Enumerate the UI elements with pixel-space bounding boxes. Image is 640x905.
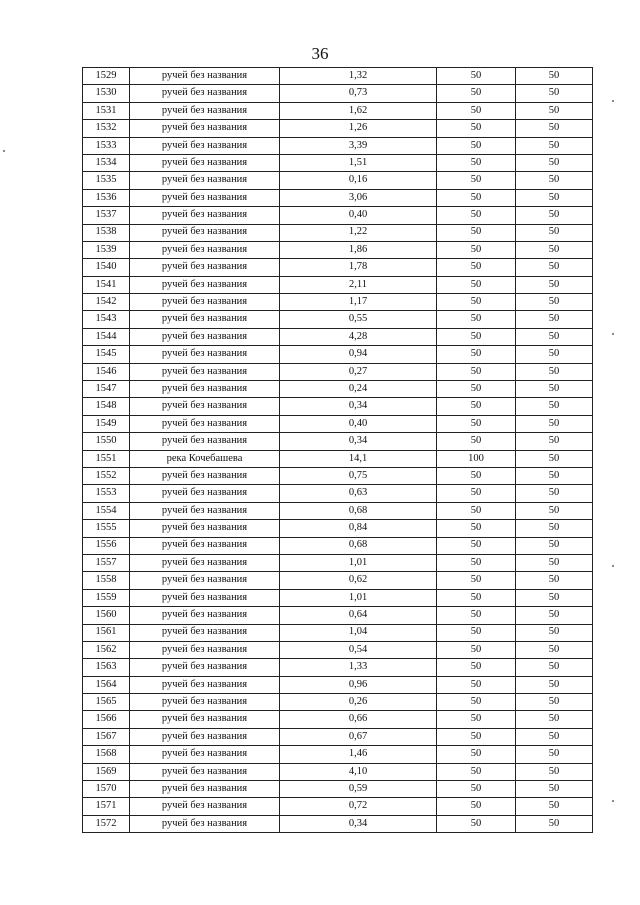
length-cell: 0,24 bbox=[280, 381, 437, 398]
coastal-strip-cell: 50 bbox=[516, 659, 593, 676]
scan-speck bbox=[612, 100, 614, 102]
length-cell: 0,62 bbox=[280, 572, 437, 589]
row-number-cell: 1562 bbox=[83, 641, 130, 658]
row-number-cell: 1571 bbox=[83, 798, 130, 815]
scan-speck bbox=[3, 150, 5, 152]
table-row bbox=[83, 450, 593, 467]
length-cell: 0,68 bbox=[280, 537, 437, 554]
protection-zone-cell: 50 bbox=[437, 520, 516, 537]
name-cell: ручей без названия bbox=[130, 572, 280, 589]
length-cell: 4,10 bbox=[280, 763, 437, 780]
table-row bbox=[83, 381, 593, 398]
row-number-cell: 1550 bbox=[83, 433, 130, 450]
table-row bbox=[83, 589, 593, 606]
table-row bbox=[83, 537, 593, 554]
length-cell: 0,26 bbox=[280, 694, 437, 711]
name-cell: ручей без названия bbox=[130, 815, 280, 832]
row-number-cell: 1564 bbox=[83, 676, 130, 693]
table-row bbox=[83, 572, 593, 589]
length-cell: 0,72 bbox=[280, 798, 437, 815]
length-cell: 0,55 bbox=[280, 311, 437, 328]
name-cell: ручей без названия bbox=[130, 276, 280, 293]
coastal-strip-cell: 50 bbox=[516, 728, 593, 745]
coastal-strip-cell: 50 bbox=[516, 120, 593, 137]
protection-zone-cell: 50 bbox=[437, 659, 516, 676]
protection-zone-cell: 50 bbox=[437, 381, 516, 398]
row-number-cell: 1561 bbox=[83, 624, 130, 641]
row-number-cell: 1542 bbox=[83, 294, 130, 311]
table-row bbox=[83, 154, 593, 171]
name-cell: река Кочебашева bbox=[130, 450, 280, 467]
name-cell: ручей без названия bbox=[130, 207, 280, 224]
name-cell: ручей без названия bbox=[130, 137, 280, 154]
row-number-cell: 1533 bbox=[83, 137, 130, 154]
coastal-strip-cell: 50 bbox=[516, 207, 593, 224]
name-cell: ручей без названия bbox=[130, 102, 280, 119]
protection-zone-cell: 50 bbox=[437, 537, 516, 554]
length-cell: 3,06 bbox=[280, 189, 437, 206]
protection-zone-cell: 50 bbox=[437, 624, 516, 641]
table-row bbox=[83, 728, 593, 745]
name-cell: ручей без названия bbox=[130, 415, 280, 432]
coastal-strip-cell: 50 bbox=[516, 676, 593, 693]
length-cell: 0,40 bbox=[280, 415, 437, 432]
length-cell: 0,64 bbox=[280, 607, 437, 624]
name-cell: ручей без названия bbox=[130, 624, 280, 641]
protection-zone-cell: 50 bbox=[437, 415, 516, 432]
protection-zone-cell: 50 bbox=[437, 311, 516, 328]
protection-zone-cell: 50 bbox=[437, 189, 516, 206]
rivers-table bbox=[82, 67, 593, 833]
protection-zone-cell: 50 bbox=[437, 120, 516, 137]
protection-zone-cell: 50 bbox=[437, 607, 516, 624]
name-cell: ручей без названия bbox=[130, 589, 280, 606]
length-cell: 1,32 bbox=[280, 68, 437, 85]
length-cell: 1,78 bbox=[280, 259, 437, 276]
table-row bbox=[83, 328, 593, 345]
protection-zone-cell: 50 bbox=[437, 137, 516, 154]
table-row bbox=[83, 207, 593, 224]
coastal-strip-cell: 50 bbox=[516, 68, 593, 85]
coastal-strip-cell: 50 bbox=[516, 154, 593, 171]
protection-zone-cell: 50 bbox=[437, 224, 516, 241]
row-number-cell: 1547 bbox=[83, 381, 130, 398]
name-cell: ручей без названия bbox=[130, 241, 280, 258]
length-cell: 0,27 bbox=[280, 363, 437, 380]
name-cell: ручей без названия bbox=[130, 398, 280, 415]
protection-zone-cell: 50 bbox=[437, 241, 516, 258]
coastal-strip-cell: 50 bbox=[516, 485, 593, 502]
length-cell: 1,33 bbox=[280, 659, 437, 676]
name-cell: ручей без названия bbox=[130, 694, 280, 711]
protection-zone-cell: 50 bbox=[437, 328, 516, 345]
name-cell: ручей без названия bbox=[130, 728, 280, 745]
length-cell: 0,68 bbox=[280, 502, 437, 519]
table-row bbox=[83, 346, 593, 363]
protection-zone-cell: 50 bbox=[437, 763, 516, 780]
name-cell: ручей без названия bbox=[130, 537, 280, 554]
coastal-strip-cell: 50 bbox=[516, 381, 593, 398]
coastal-strip-cell: 50 bbox=[516, 711, 593, 728]
length-cell: 0,54 bbox=[280, 641, 437, 658]
table-row bbox=[83, 554, 593, 571]
row-number-cell: 1560 bbox=[83, 607, 130, 624]
coastal-strip-cell: 50 bbox=[516, 137, 593, 154]
table-row bbox=[83, 607, 593, 624]
coastal-strip-cell: 50 bbox=[516, 294, 593, 311]
coastal-strip-cell: 50 bbox=[516, 572, 593, 589]
coastal-strip-cell: 50 bbox=[516, 241, 593, 258]
protection-zone-cell: 50 bbox=[437, 781, 516, 798]
coastal-strip-cell: 50 bbox=[516, 554, 593, 571]
coastal-strip-cell: 50 bbox=[516, 311, 593, 328]
protection-zone-cell: 50 bbox=[437, 746, 516, 763]
row-number-cell: 1545 bbox=[83, 346, 130, 363]
row-number-cell: 1552 bbox=[83, 467, 130, 484]
scan-speck bbox=[612, 800, 614, 802]
table-row bbox=[83, 624, 593, 641]
length-cell: 0,16 bbox=[280, 172, 437, 189]
row-number-cell: 1548 bbox=[83, 398, 130, 415]
table-row bbox=[83, 259, 593, 276]
coastal-strip-cell: 50 bbox=[516, 85, 593, 102]
length-cell: 1,01 bbox=[280, 589, 437, 606]
table-row bbox=[83, 781, 593, 798]
table-row bbox=[83, 676, 593, 693]
table-row bbox=[83, 120, 593, 137]
length-cell: 0,34 bbox=[280, 815, 437, 832]
protection-zone-cell: 50 bbox=[437, 398, 516, 415]
protection-zone-cell: 50 bbox=[437, 728, 516, 745]
coastal-strip-cell: 50 bbox=[516, 641, 593, 658]
row-number-cell: 1553 bbox=[83, 485, 130, 502]
length-cell: 0,40 bbox=[280, 207, 437, 224]
coastal-strip-cell: 50 bbox=[516, 415, 593, 432]
name-cell: ручей без названия bbox=[130, 433, 280, 450]
length-cell: 4,28 bbox=[280, 328, 437, 345]
protection-zone-cell: 50 bbox=[437, 572, 516, 589]
coastal-strip-cell: 50 bbox=[516, 798, 593, 815]
name-cell: ручей без названия bbox=[130, 711, 280, 728]
protection-zone-cell: 50 bbox=[437, 502, 516, 519]
name-cell: ручей без названия bbox=[130, 746, 280, 763]
name-cell: ручей без названия bbox=[130, 85, 280, 102]
row-number-cell: 1563 bbox=[83, 659, 130, 676]
name-cell: ручей без названия bbox=[130, 641, 280, 658]
table-row bbox=[83, 467, 593, 484]
protection-zone-cell: 50 bbox=[437, 154, 516, 171]
name-cell: ручей без названия bbox=[130, 467, 280, 484]
row-number-cell: 1567 bbox=[83, 728, 130, 745]
name-cell: ручей без названия bbox=[130, 346, 280, 363]
table-row bbox=[83, 694, 593, 711]
row-number-cell: 1572 bbox=[83, 815, 130, 832]
protection-zone-cell: 50 bbox=[437, 641, 516, 658]
row-number-cell: 1568 bbox=[83, 746, 130, 763]
coastal-strip-cell: 50 bbox=[516, 433, 593, 450]
length-cell: 3,39 bbox=[280, 137, 437, 154]
name-cell: ручей без названия bbox=[130, 676, 280, 693]
table-row bbox=[83, 641, 593, 658]
name-cell: ручей без названия bbox=[130, 311, 280, 328]
table-row bbox=[83, 294, 593, 311]
table-row bbox=[83, 363, 593, 380]
coastal-strip-cell: 50 bbox=[516, 537, 593, 554]
table-row bbox=[83, 241, 593, 258]
coastal-strip-cell: 50 bbox=[516, 763, 593, 780]
length-cell: 1,51 bbox=[280, 154, 437, 171]
coastal-strip-cell: 50 bbox=[516, 259, 593, 276]
protection-zone-cell: 50 bbox=[437, 815, 516, 832]
coastal-strip-cell: 50 bbox=[516, 589, 593, 606]
table-row bbox=[83, 746, 593, 763]
row-number-cell: 1570 bbox=[83, 781, 130, 798]
coastal-strip-cell: 50 bbox=[516, 398, 593, 415]
length-cell: 0,34 bbox=[280, 398, 437, 415]
name-cell: ручей без названия bbox=[130, 259, 280, 276]
row-number-cell: 1536 bbox=[83, 189, 130, 206]
row-number-cell: 1529 bbox=[83, 68, 130, 85]
length-cell: 1,62 bbox=[280, 102, 437, 119]
length-cell: 1,04 bbox=[280, 624, 437, 641]
coastal-strip-cell: 50 bbox=[516, 363, 593, 380]
row-number-cell: 1532 bbox=[83, 120, 130, 137]
scan-speck bbox=[612, 565, 614, 567]
name-cell: ручей без названия bbox=[130, 502, 280, 519]
name-cell: ручей без названия bbox=[130, 328, 280, 345]
row-number-cell: 1531 bbox=[83, 102, 130, 119]
name-cell: ручей без названия bbox=[130, 294, 280, 311]
name-cell: ручей без названия bbox=[130, 189, 280, 206]
scan-speck bbox=[612, 333, 614, 335]
row-number-cell: 1566 bbox=[83, 711, 130, 728]
protection-zone-cell: 50 bbox=[437, 172, 516, 189]
protection-zone-cell: 50 bbox=[437, 276, 516, 293]
row-number-cell: 1551 bbox=[83, 450, 130, 467]
row-number-cell: 1565 bbox=[83, 694, 130, 711]
protection-zone-cell: 50 bbox=[437, 798, 516, 815]
length-cell: 1,46 bbox=[280, 746, 437, 763]
table-row bbox=[83, 85, 593, 102]
protection-zone-cell: 50 bbox=[437, 676, 516, 693]
name-cell: ручей без названия bbox=[130, 154, 280, 171]
length-cell: 1,01 bbox=[280, 554, 437, 571]
protection-zone-cell: 100 bbox=[437, 450, 516, 467]
length-cell: 0,84 bbox=[280, 520, 437, 537]
name-cell: ручей без названия bbox=[130, 763, 280, 780]
row-number-cell: 1538 bbox=[83, 224, 130, 241]
table-row bbox=[83, 102, 593, 119]
table-row bbox=[83, 659, 593, 676]
name-cell: ручей без названия bbox=[130, 172, 280, 189]
table-row bbox=[83, 485, 593, 502]
coastal-strip-cell: 50 bbox=[516, 502, 593, 519]
table-row bbox=[83, 68, 593, 85]
protection-zone-cell: 50 bbox=[437, 694, 516, 711]
page-number: 36 bbox=[311, 44, 329, 63]
coastal-strip-cell: 50 bbox=[516, 624, 593, 641]
protection-zone-cell: 50 bbox=[437, 467, 516, 484]
table-row bbox=[83, 502, 593, 519]
protection-zone-cell: 50 bbox=[437, 589, 516, 606]
length-cell: 0,63 bbox=[280, 485, 437, 502]
length-cell: 0,96 bbox=[280, 676, 437, 693]
protection-zone-cell: 50 bbox=[437, 433, 516, 450]
protection-zone-cell: 50 bbox=[437, 346, 516, 363]
name-cell: ручей без названия bbox=[130, 798, 280, 815]
row-number-cell: 1540 bbox=[83, 259, 130, 276]
length-cell: 1,26 bbox=[280, 120, 437, 137]
coastal-strip-cell: 50 bbox=[516, 607, 593, 624]
row-number-cell: 1554 bbox=[83, 502, 130, 519]
table-row bbox=[83, 224, 593, 241]
table-row bbox=[83, 763, 593, 780]
row-number-cell: 1555 bbox=[83, 520, 130, 537]
table-row bbox=[83, 311, 593, 328]
table-row bbox=[83, 433, 593, 450]
protection-zone-cell: 50 bbox=[437, 207, 516, 224]
coastal-strip-cell: 50 bbox=[516, 781, 593, 798]
coastal-strip-cell: 50 bbox=[516, 746, 593, 763]
row-number-cell: 1541 bbox=[83, 276, 130, 293]
name-cell: ручей без названия bbox=[130, 520, 280, 537]
table-row bbox=[83, 398, 593, 415]
length-cell: 0,34 bbox=[280, 433, 437, 450]
coastal-strip-cell: 50 bbox=[516, 328, 593, 345]
row-number-cell: 1535 bbox=[83, 172, 130, 189]
length-cell: 1,17 bbox=[280, 294, 437, 311]
length-cell: 0,73 bbox=[280, 85, 437, 102]
protection-zone-cell: 50 bbox=[437, 68, 516, 85]
length-cell: 1,22 bbox=[280, 224, 437, 241]
protection-zone-cell: 50 bbox=[437, 711, 516, 728]
row-number-cell: 1558 bbox=[83, 572, 130, 589]
protection-zone-cell: 50 bbox=[437, 363, 516, 380]
table-row bbox=[83, 172, 593, 189]
row-number-cell: 1530 bbox=[83, 85, 130, 102]
row-number-cell: 1534 bbox=[83, 154, 130, 171]
length-cell: 2,11 bbox=[280, 276, 437, 293]
name-cell: ручей без названия bbox=[130, 381, 280, 398]
protection-zone-cell: 50 bbox=[437, 485, 516, 502]
protection-zone-cell: 50 bbox=[437, 554, 516, 571]
row-number-cell: 1544 bbox=[83, 328, 130, 345]
name-cell: ручей без названия bbox=[130, 224, 280, 241]
name-cell: ручей без названия bbox=[130, 607, 280, 624]
coastal-strip-cell: 50 bbox=[516, 172, 593, 189]
coastal-strip-cell: 50 bbox=[516, 346, 593, 363]
row-number-cell: 1559 bbox=[83, 589, 130, 606]
name-cell: ручей без названия bbox=[130, 554, 280, 571]
length-cell: 0,66 bbox=[280, 711, 437, 728]
coastal-strip-cell: 50 bbox=[516, 467, 593, 484]
length-cell: 14,1 bbox=[280, 450, 437, 467]
table-row bbox=[83, 711, 593, 728]
row-number-cell: 1549 bbox=[83, 415, 130, 432]
coastal-strip-cell: 50 bbox=[516, 102, 593, 119]
protection-zone-cell: 50 bbox=[437, 85, 516, 102]
coastal-strip-cell: 50 bbox=[516, 694, 593, 711]
row-number-cell: 1557 bbox=[83, 554, 130, 571]
name-cell: ручей без названия bbox=[130, 781, 280, 798]
length-cell: 1,86 bbox=[280, 241, 437, 258]
name-cell: ручей без названия bbox=[130, 68, 280, 85]
name-cell: ручей без названия bbox=[130, 485, 280, 502]
table-row bbox=[83, 137, 593, 154]
protection-zone-cell: 50 bbox=[437, 102, 516, 119]
row-number-cell: 1539 bbox=[83, 241, 130, 258]
row-number-cell: 1537 bbox=[83, 207, 130, 224]
row-number-cell: 1556 bbox=[83, 537, 130, 554]
coastal-strip-cell: 50 bbox=[516, 189, 593, 206]
length-cell: 0,67 bbox=[280, 728, 437, 745]
table-row bbox=[83, 415, 593, 432]
length-cell: 0,75 bbox=[280, 467, 437, 484]
coastal-strip-cell: 50 bbox=[516, 276, 593, 293]
coastal-strip-cell: 50 bbox=[516, 520, 593, 537]
length-cell: 0,94 bbox=[280, 346, 437, 363]
table-row bbox=[83, 189, 593, 206]
table-body bbox=[83, 68, 593, 833]
table-row bbox=[83, 815, 593, 832]
coastal-strip-cell: 50 bbox=[516, 815, 593, 832]
row-number-cell: 1543 bbox=[83, 311, 130, 328]
protection-zone-cell: 50 bbox=[437, 294, 516, 311]
length-cell: 0,59 bbox=[280, 781, 437, 798]
table-row bbox=[83, 276, 593, 293]
row-number-cell: 1546 bbox=[83, 363, 130, 380]
name-cell: ручей без названия bbox=[130, 363, 280, 380]
coastal-strip-cell: 50 bbox=[516, 450, 593, 467]
coastal-strip-cell: 50 bbox=[516, 224, 593, 241]
protection-zone-cell: 50 bbox=[437, 259, 516, 276]
name-cell: ручей без названия bbox=[130, 120, 280, 137]
name-cell: ручей без названия bbox=[130, 659, 280, 676]
table-row bbox=[83, 520, 593, 537]
row-number-cell: 1569 bbox=[83, 763, 130, 780]
table-row bbox=[83, 798, 593, 815]
